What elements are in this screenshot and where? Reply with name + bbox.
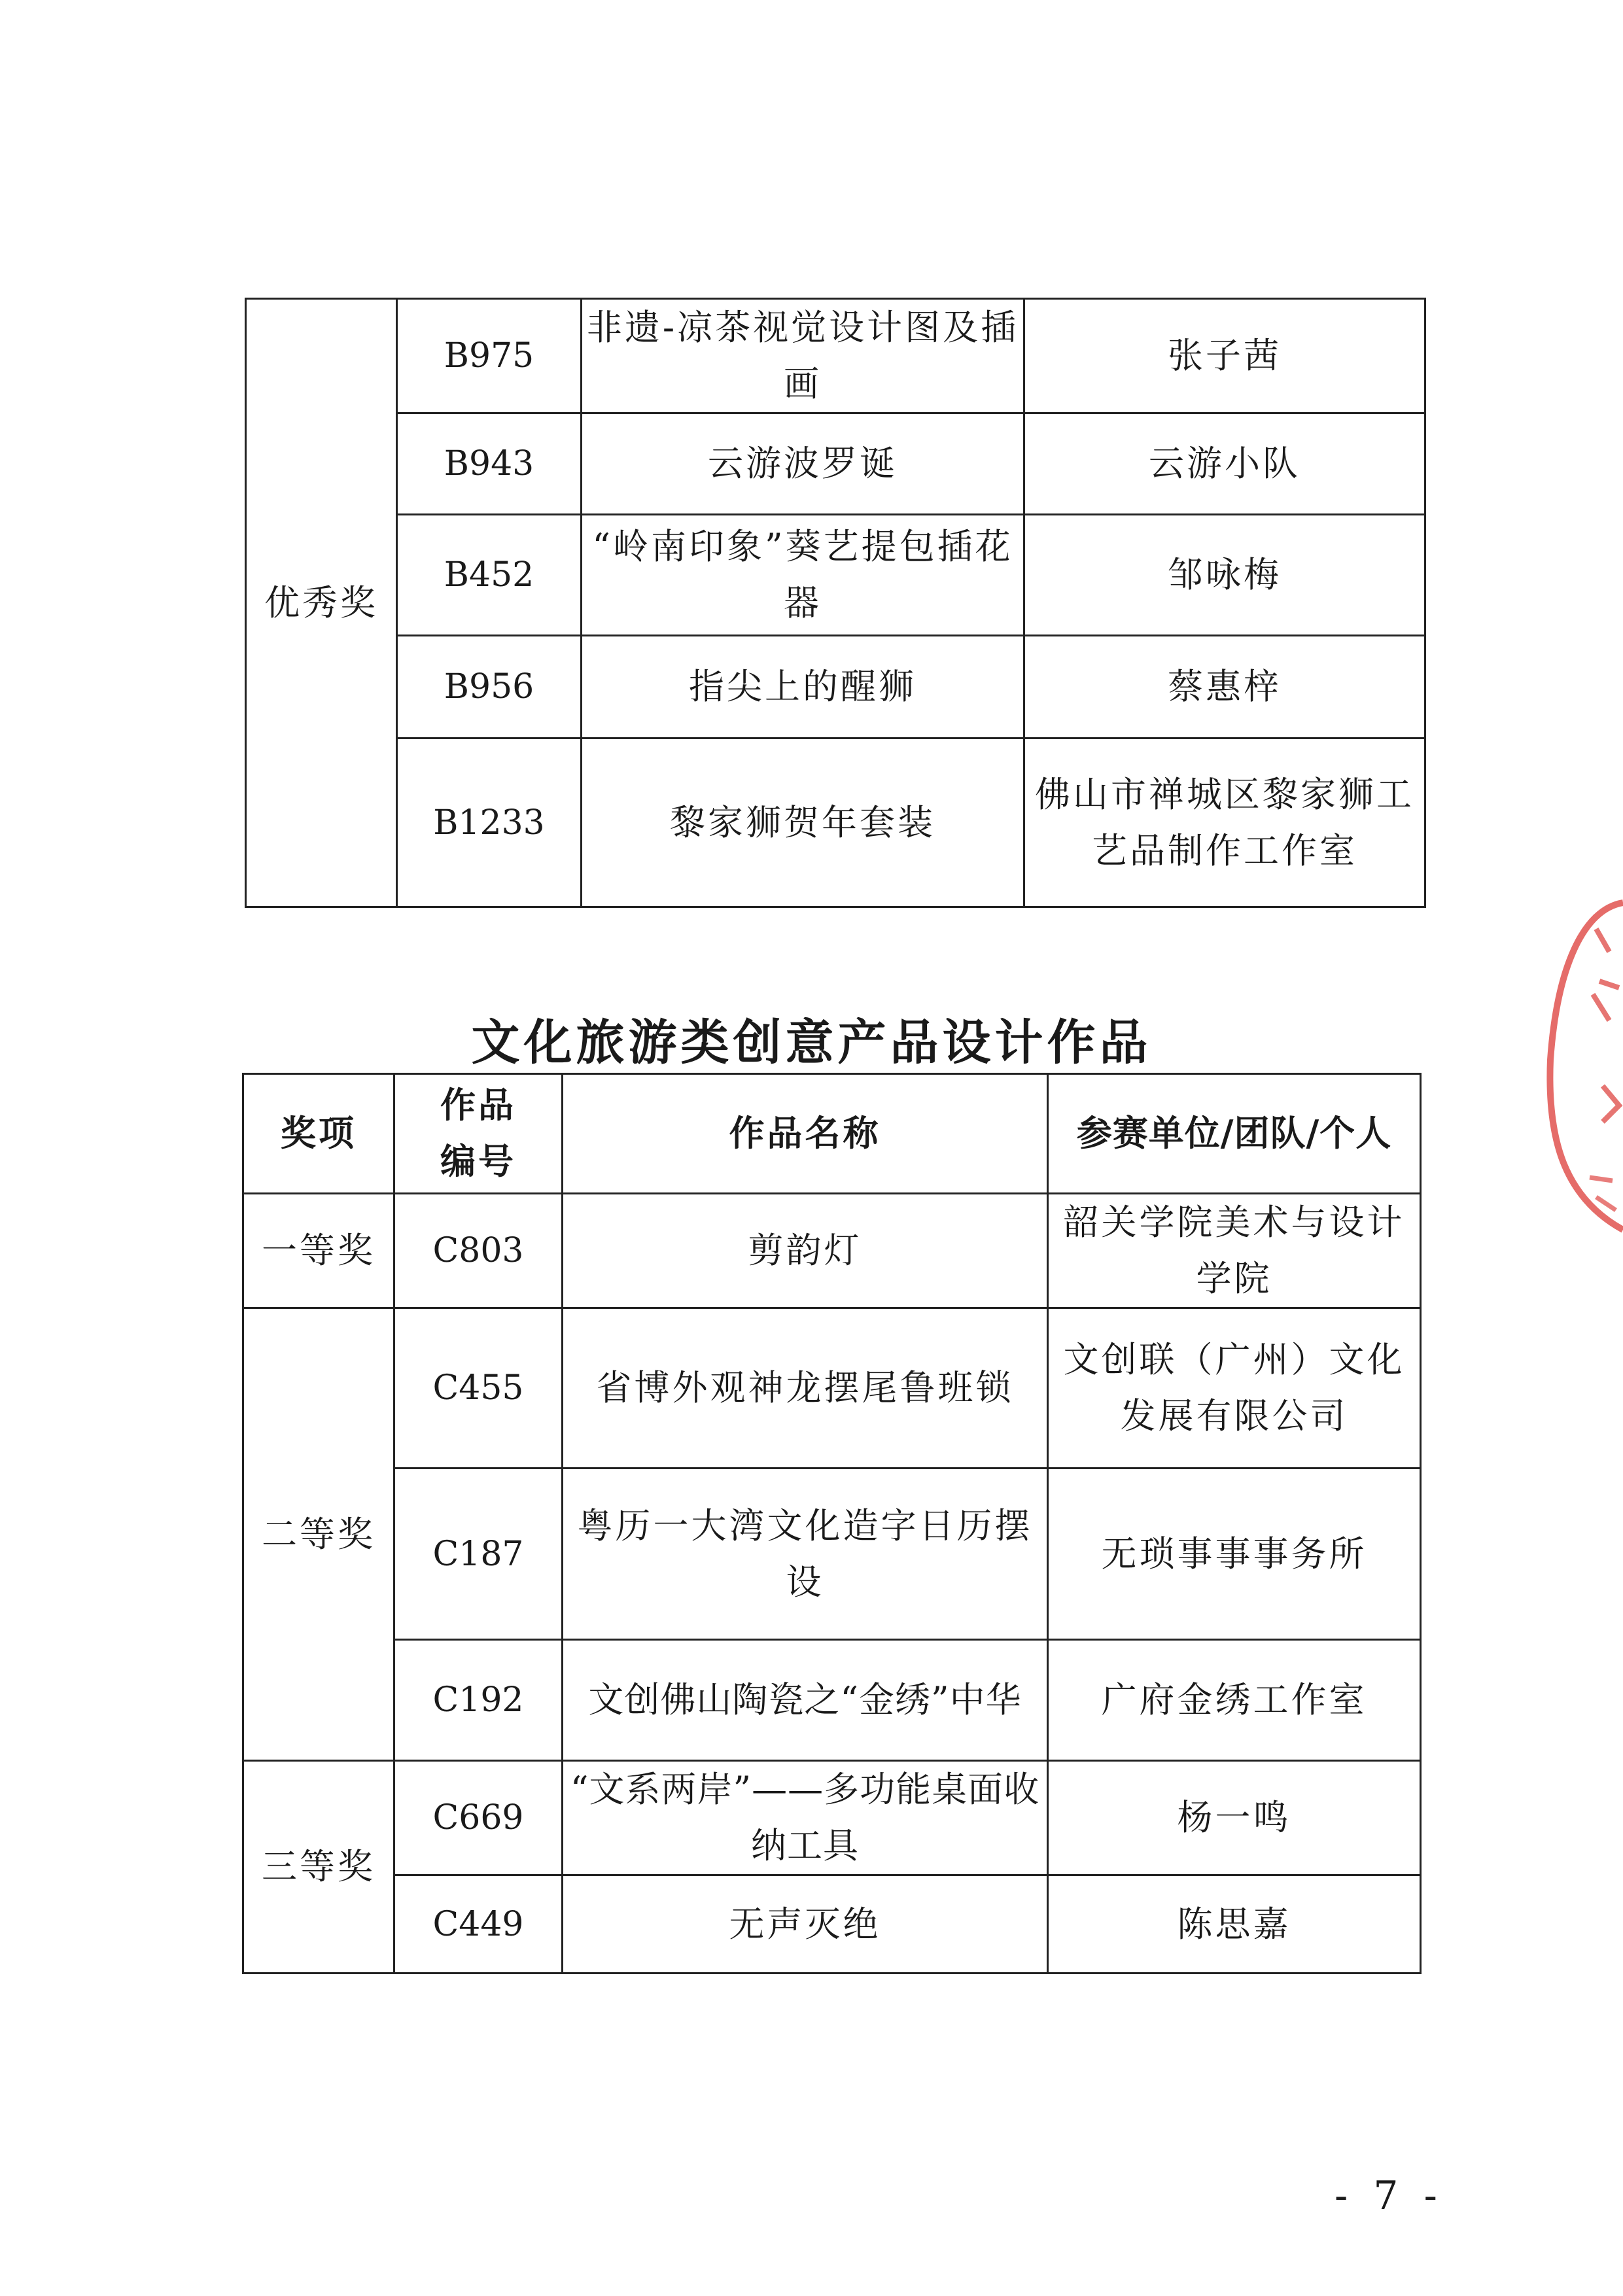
table-row <box>246 413 1425 515</box>
entrant: 文创联（广州）文化发展有限公司 <box>1048 1308 1421 1469</box>
work-code: C192 <box>394 1640 563 1761</box>
section-title: 文化旅游类创意产品设计作品 <box>471 1015 1152 1071</box>
work-code: B956 <box>397 636 582 739</box>
table-row <box>246 515 1425 636</box>
award-cell: 优秀奖 <box>246 299 397 907</box>
work-name: 云游波罗诞 <box>582 413 1024 515</box>
table-row <box>243 1761 1421 1875</box>
work-name: 文创佛山陶瓷之“金绣”中华 <box>563 1640 1048 1761</box>
table-row <box>246 636 1425 739</box>
entrant: 张子茜 <box>1024 299 1425 413</box>
table-row <box>243 1469 1421 1640</box>
award-cell: 二等奖 <box>243 1308 394 1761</box>
entrant: 陈思嘉 <box>1048 1875 1421 1974</box>
entrant: 邹咏梅 <box>1024 515 1425 636</box>
entrant: 韶关学院美术与设计学院 <box>1048 1194 1421 1308</box>
work-code: C455 <box>394 1308 563 1469</box>
entrant: 佛山市禅城区黎家狮工艺品制作工作室 <box>1024 739 1425 907</box>
work-code: B975 <box>397 299 582 413</box>
header-name: 作品名称 <box>563 1074 1048 1194</box>
header-award: 奖项 <box>243 1074 394 1194</box>
work-name: 非遗-凉茶视觉设计图及插画 <box>582 299 1024 413</box>
work-code: C449 <box>394 1875 563 1974</box>
table-row <box>246 299 1425 413</box>
entrant: 无琐事事事务所 <box>1048 1469 1421 1640</box>
header-entrant: 参赛单位/团队/个人 <box>1048 1074 1421 1194</box>
award-cell: 一等奖 <box>243 1194 394 1308</box>
header-code: 作品编号 <box>394 1074 563 1194</box>
work-code: B943 <box>397 413 582 515</box>
entrant: 广府金绣工作室 <box>1048 1640 1421 1761</box>
work-name: “岭南印象”葵艺提包插花器 <box>582 515 1024 636</box>
work-name: 剪韵灯 <box>563 1194 1048 1308</box>
entrant: 蔡惠梓 <box>1024 636 1425 739</box>
work-code: C187 <box>394 1469 563 1640</box>
table-row <box>246 739 1425 907</box>
entrant: 杨一鸣 <box>1048 1761 1421 1875</box>
entrant: 云游小队 <box>1024 413 1425 515</box>
table-row <box>243 1194 1421 1308</box>
work-code: C669 <box>394 1761 563 1875</box>
page-number: - 7 - <box>1335 2173 1444 2219</box>
table-header-row <box>243 1074 1421 1194</box>
work-name: 黎家狮贺年套装 <box>582 739 1024 907</box>
work-name: 粤历一大湾文化造字日历摆设 <box>563 1469 1048 1640</box>
table-row <box>243 1308 1421 1469</box>
table-row <box>243 1875 1421 1974</box>
seal-stamp-partial <box>1531 890 1623 1256</box>
excellent-award-table <box>245 298 1426 908</box>
work-code: B1233 <box>397 739 582 907</box>
cultural-tourism-table <box>242 1073 1422 1974</box>
award-cell: 三等奖 <box>243 1761 394 1974</box>
work-code: C803 <box>394 1194 563 1308</box>
work-name: 省博外观神龙摆尾鲁班锁 <box>563 1308 1048 1469</box>
table-row <box>243 1640 1421 1761</box>
work-name: 无声灭绝 <box>563 1875 1048 1974</box>
work-code: B452 <box>397 515 582 636</box>
work-name: 指尖上的醒狮 <box>582 636 1024 739</box>
work-name: “文系两岸”——多功能桌面收纳工具 <box>563 1761 1048 1875</box>
